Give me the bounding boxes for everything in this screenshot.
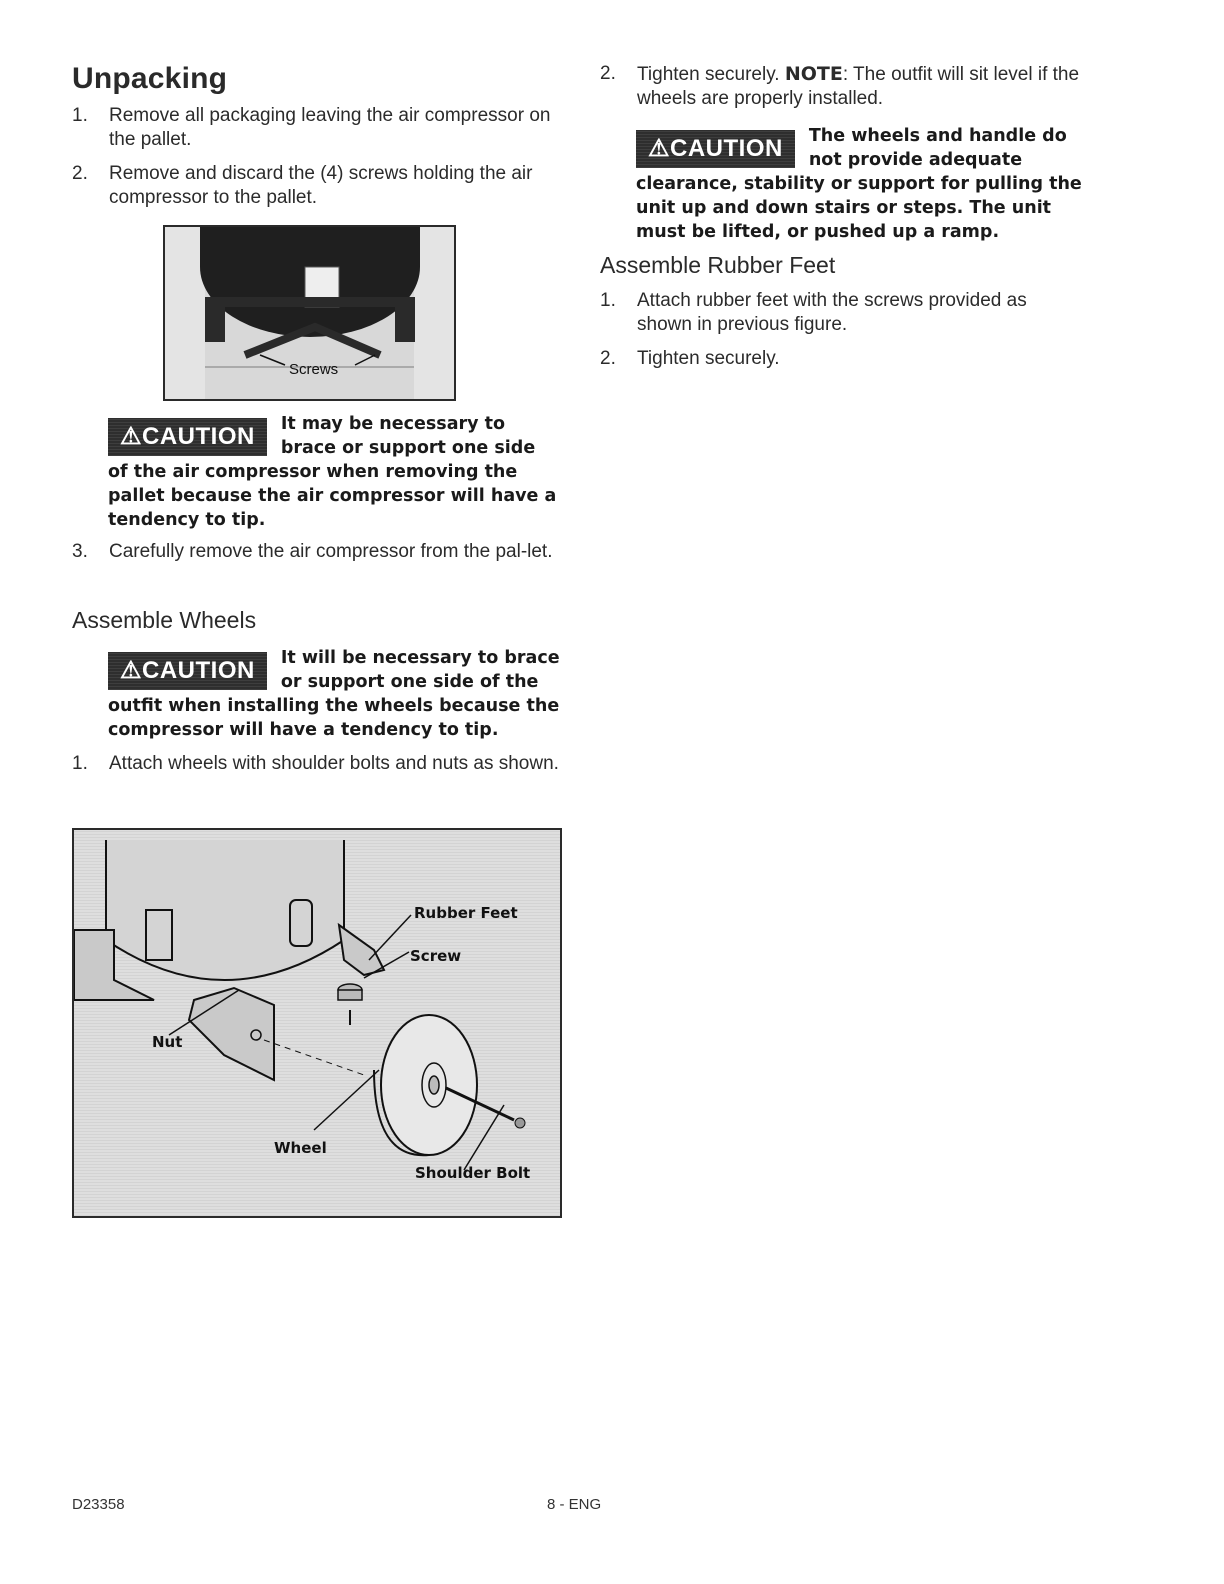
unpacking-step-2	[72, 162, 562, 210]
wheels-step-1	[72, 752, 562, 776]
wheel-assembly-figure	[72, 828, 562, 1218]
step-number: 2.	[600, 348, 616, 369]
rubber-feet-label: Rubber Feet	[414, 904, 518, 922]
step-text: Remove all packaging leaving the air compressor on the pallet.	[109, 105, 551, 150]
document-id: D23358	[72, 1496, 125, 1513]
rubber-feet-section	[600, 252, 1080, 381]
unpacking-step-1	[72, 104, 562, 152]
step-number: 3.	[72, 541, 88, 562]
caution-block	[108, 412, 558, 532]
caution-text: It will be necessary to brace or support one side of the outfit when installing the wheels because the compressor will have a tendency to tip.	[108, 648, 560, 740]
step-text: Attach wheels with shoulder bolts and nuts as shown.	[109, 753, 559, 774]
caution-badge: ⚠CAUTION	[108, 652, 267, 690]
caution-block	[108, 646, 560, 742]
screw-label: Screw	[410, 947, 462, 965]
feet-step-2	[600, 347, 1080, 371]
note-label: NOTE	[784, 63, 843, 85]
caution-text: It may be necessary to brace or support one side of the air compressor when removing the pallet because the air compressor will have a tendency to tip.	[108, 414, 557, 530]
nut-label: Nut	[152, 1033, 183, 1051]
wheel-label: Wheel	[274, 1139, 327, 1157]
wheels-step-2	[600, 62, 1080, 111]
step-number: 2.	[72, 163, 88, 184]
assemble-rubber-feet-heading: Assemble Rubber Feet	[600, 252, 836, 278]
right-column	[600, 62, 1080, 121]
wheels-section	[72, 607, 562, 634]
step-number: 1.	[72, 753, 88, 774]
step-text: Attach rubber feet with the screws provided as shown in previous figure.	[637, 290, 1027, 335]
step-number: 1.	[72, 105, 88, 126]
left-column	[72, 62, 562, 220]
feet-step-1	[600, 289, 1080, 337]
step-number: 1.	[600, 290, 616, 311]
caution-badge: ⚠CAUTION	[108, 418, 267, 456]
wheel-assembly-illustration	[74, 830, 560, 1216]
unpacking-heading: Unpacking	[72, 62, 228, 95]
step-text-pre: Tighten securely.	[637, 64, 785, 85]
step-text: Tighten securely.	[637, 348, 780, 369]
shoulder-bolt-label: Shoulder Bolt	[415, 1164, 531, 1182]
page-number: 8 - ENG	[547, 1496, 602, 1513]
step-text-post: : The outfit will sit level if the wheels are properly installed.	[637, 64, 1080, 109]
caution-wheels	[108, 646, 560, 742]
wheels-step-1-wrap	[72, 752, 562, 786]
caution-block	[636, 124, 1086, 244]
step-text: Carefully remove the air compressor from the pal-let.	[109, 541, 553, 562]
pallet-figure	[163, 225, 456, 401]
caution-stairs	[636, 124, 1086, 244]
caution-text: The wheels and handle do not provide adequate clearance, stability or support for pulling the unit up and down stairs or steps. The unit must be lifted, or pushed up a ramp.	[636, 126, 1082, 242]
caution-badge: ⚠CAUTION	[636, 130, 795, 168]
step-text: Remove and discard the (4) screws holding the air compressor to the pallet.	[109, 163, 533, 208]
step-number: 2.	[600, 63, 616, 84]
caution-pallet	[108, 412, 558, 532]
assemble-wheels-heading: Assemble Wheels	[72, 607, 257, 633]
screws-label: Screws	[289, 361, 339, 378]
unpacking-step-3	[72, 540, 562, 564]
unpacking-step-3-wrap	[72, 540, 562, 574]
